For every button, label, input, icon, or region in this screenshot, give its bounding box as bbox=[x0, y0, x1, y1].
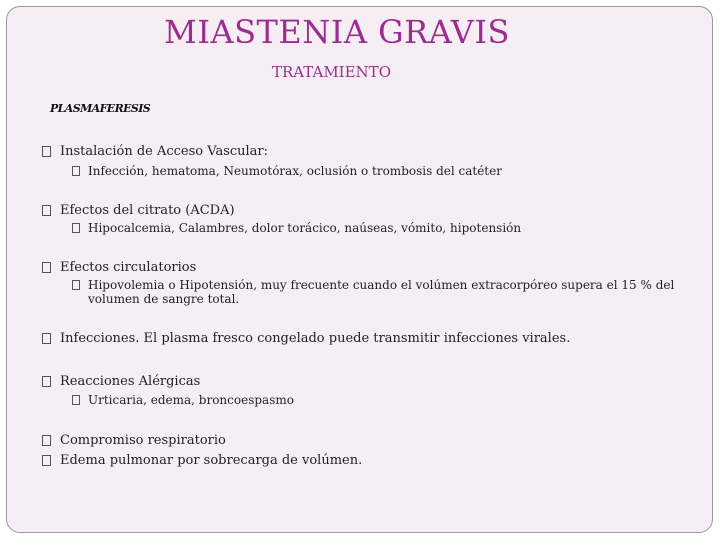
sub-bullet-box-icon bbox=[72, 395, 80, 405]
bullet-text: Edema pulmonar por sobrecarga de volúmen. bbox=[60, 453, 363, 468]
bullet-box-icon bbox=[42, 333, 51, 344]
slide-panel bbox=[6, 6, 713, 533]
bullet-text: Efectos circulatorios bbox=[60, 260, 197, 275]
bullet-text: Efectos del citrato (ACDA) bbox=[60, 203, 235, 218]
bullet-item bbox=[42, 433, 226, 449]
bullet-box-icon bbox=[42, 455, 51, 466]
bullet-box-icon bbox=[42, 435, 51, 446]
sub-bullet-text: Hipovolemia o Hipotensión, muy frecuente cuando el volúmen extracorpóreo supera el 15 % del volumen de sangre total. bbox=[88, 278, 675, 306]
bullet-item bbox=[42, 144, 268, 160]
bullet-box-icon bbox=[42, 205, 51, 216]
section-heading: PLASMAFERESIS bbox=[50, 102, 151, 115]
sub-bullet-item bbox=[72, 393, 692, 407]
bullet-text: Reacciones Alérgicas bbox=[60, 374, 201, 389]
bullet-item bbox=[42, 331, 570, 347]
slide-title: MIASTENIA GRAVIS bbox=[164, 13, 510, 51]
bullet-box-icon bbox=[42, 376, 51, 387]
bullet-item bbox=[42, 260, 196, 276]
bullet-item bbox=[42, 203, 235, 219]
sub-bullet-item bbox=[72, 278, 697, 306]
sub-bullet-text: Urticaria, edema, broncoespasmo bbox=[88, 393, 294, 407]
bullet-text: Instalación de Acceso Vascular: bbox=[60, 144, 269, 159]
bullet-text: Infecciones. El plasma fresco congelado puede transmitir infecciones virales. bbox=[60, 331, 571, 346]
bullet-box-icon bbox=[42, 262, 51, 273]
sub-bullet-box-icon bbox=[72, 223, 80, 233]
slide-subtitle: TRATAMIENTO bbox=[272, 63, 391, 81]
sub-bullet-text: Infección, hematoma, Neumotórax, oclusión o trombosis del catéter bbox=[88, 164, 502, 178]
bullet-item bbox=[42, 374, 200, 390]
bullet-text: Compromiso respiratorio bbox=[60, 433, 226, 448]
sub-bullet-box-icon bbox=[72, 166, 80, 176]
sub-bullet-item bbox=[72, 164, 692, 178]
sub-bullet-box-icon bbox=[72, 280, 80, 290]
bullet-item bbox=[42, 453, 362, 469]
sub-bullet-item bbox=[72, 221, 692, 235]
bullet-box-icon bbox=[42, 146, 51, 157]
sub-bullet-text: Hipocalcemia, Calambres, dolor torácico, naúseas, vómito, hipotensión bbox=[88, 221, 522, 235]
